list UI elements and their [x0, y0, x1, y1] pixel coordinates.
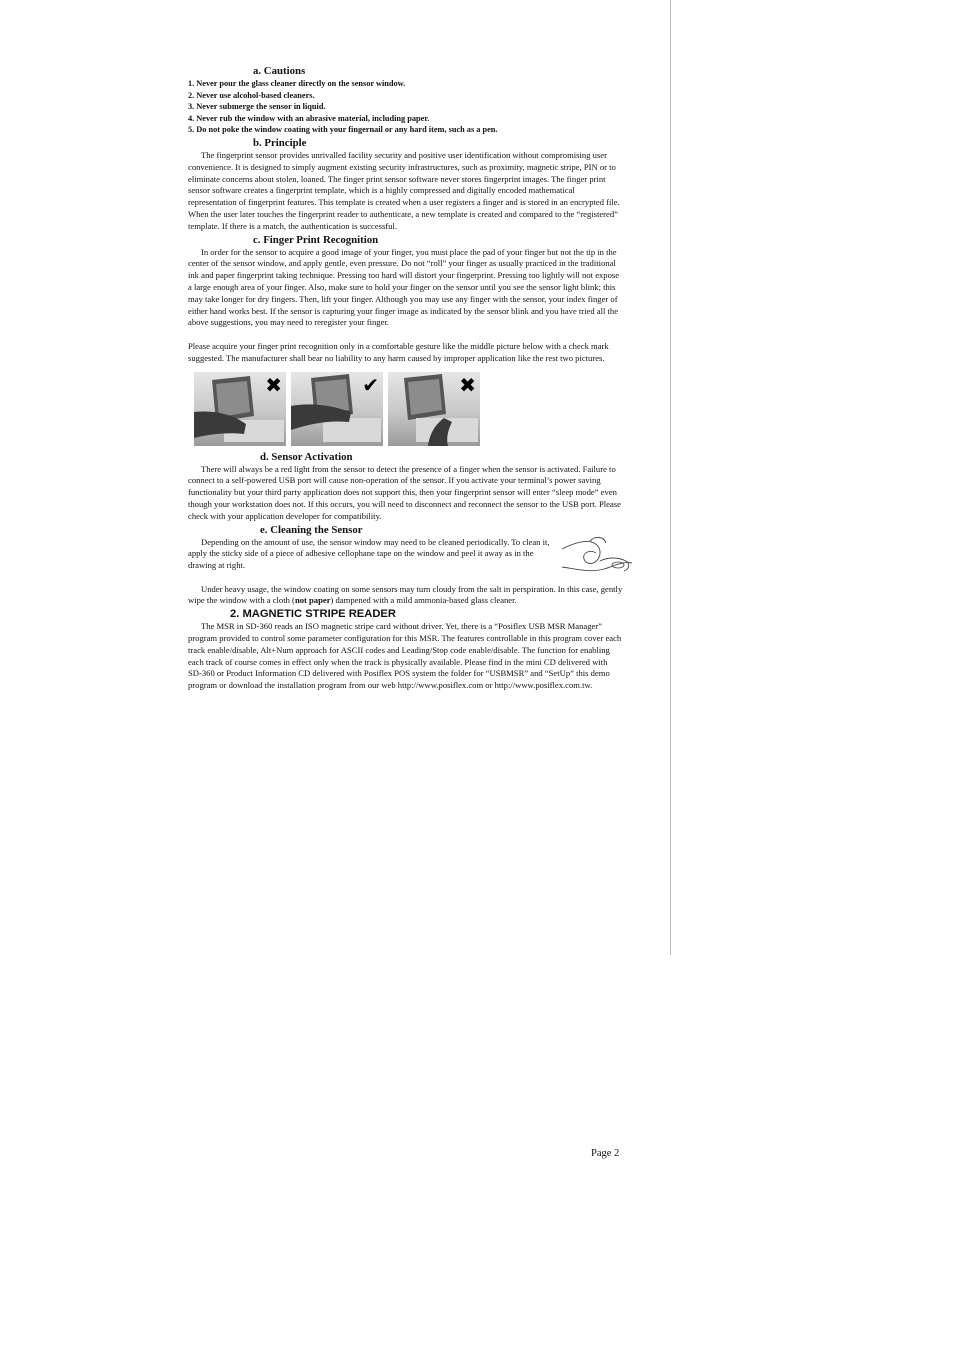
list-item: 4. Never rub the window with an abrasive material, including paper. [188, 113, 430, 123]
cleaning-paragraph-2 [188, 584, 623, 608]
check-icon: ✔ [362, 372, 379, 397]
msr-heading: 2. MAGNETIC STRIPE READER [230, 608, 396, 621]
list-item: 1. Never pour the glass cleaner directly on the sensor window. [188, 79, 406, 88]
recognition-note: Please acquire your finger print recognition only in a comfortable gesture like the middle picture below with a check mark suggested. The manufacturer shall bear no liability to any harm caused by improper application like the rest two pictures. [188, 340, 609, 363]
cleaning-text: Under heavy usage, the window coating on some sensors may turn cloudy from the salt in perspiration. In this case, gently wipe the window with a cloth ( [188, 583, 623, 606]
cleaning-paragraph-1: Depending on the amount of use, the sensor window may need to be cleaned periodically. To clean it, apply the sticky side of a piece of adhesive cellophane tape on the window and peel it away as in the drawing at right. [188, 536, 550, 571]
gesture-photo-wrong-1 [194, 372, 286, 446]
gesture-photo-wrong-2 [388, 372, 480, 446]
finger-gesture-photos [194, 372, 623, 446]
column-divider [670, 0, 671, 955]
cautions-list [188, 78, 623, 136]
principle-heading: b. Principle [253, 136, 307, 149]
list-item: 3. Never submerge the sensor in liquid. [188, 102, 326, 112]
gesture-photo-correct [291, 372, 383, 446]
list-item: 5. Do not poke the window coating with your fingernail or any hard item, such as a pen. [188, 125, 498, 135]
cleaning-text: ) dampened with a mild ammonia-based glass cleaner. [330, 595, 517, 606]
activation-heading: d. Sensor Activation [260, 450, 353, 463]
msr-paragraph: The MSR in SD-360 reads an ISO magnetic stripe card without driver. Yet, there is a “Posiflex USB MSR Manager” program provided to control some parameter configuration for this MSR. The features controllable in this program cover each track enable/disable, Alt+Num approach for ASCII codes and Leading/Stop code enable/disable. The function for enabling each track of course comes in effect only when the track is physically available. Please find in the mini CD delivered with SD-360 or Product Information CD delivered with Posiflex POS system the folder for “USBMSR” and “SetUp” this demo program or download the installation program from our web http://www.posiflex.com or http://www.posiflex.com.tw. [188, 621, 622, 691]
activation-paragraph: There will always be a red light from the sensor to detect the presence of a finger when the sensor is activated. Failure to connect to a self-powered USB port will cause non-operation of the sensor. If you activate your terminal’s power saving functionality but your third party application does not support this, then your fingerprint sensor will enter “sleep mode” even though your workstation does not. If this occurs, you will need to disconnect and reconnect the sensor to the USB port. Please check with your application developer for compatibility. [188, 463, 621, 521]
page-number: Page 2 [591, 1148, 620, 1159]
cautions-heading: a. Cautions [253, 65, 306, 77]
cleaning-heading: e. Cleaning the Sensor [260, 523, 363, 536]
page-content [188, 64, 623, 692]
cleaning-block [188, 537, 623, 572]
principle-paragraph: The fingerprint sensor provides unrivalled facility security and positive user identification without compromising user convenience. It is designed to simply augment existing security infrastructures, such as proximity, magnetic stripe, PIN or to eliminate concerns about stolen, loaned. The finger print sensor software never stores fingerprint images. The finger print sensor software creates a fingerprint template, which is a highly compressed and digitally encoded mathematical representation of fingerprint features. This template is created when a user registers a finger and is stored in an encrypted file. When the user later touches the fingerprint reader to authenticate, a new template is created and compared to the “registered” template. If there is a match, the authentication is successful. [188, 149, 620, 231]
recognition-paragraph: In order for the sensor to acquire a good image of your finger, you must place the pad of your finger but not the tip in the center of the sensor window, and apply gentle, even pressure. Do not “roll” your finger as usually practiced in the traditional ink and paper fingerprint taking technique. Pressing too hard will distort your fingerprint. Pressing too lightly will not expose a large enough area of your finger. Also, make sure to hold your finger on the sensor until you see the sensor light blink; this may take longer for dry fingers. Then, lift your finger. Although you may use any finger with the sensor, your index finger of either hand works best. If the sensor is capturing your finger image as indicated by the sensor blink and you have tried all the above suggestions, you may need to reregister your finger. [188, 246, 620, 328]
cross-icon: ✖ [459, 372, 476, 397]
cleaning-emphasis: not paper [294, 595, 331, 606]
recognition-heading: c. Finger Print Recognition [253, 233, 379, 246]
tape-cleaning-drawing-icon [560, 533, 636, 579]
cross-icon: ✖ [265, 372, 282, 397]
list-item: 2. Never use alcohol-based cleaners. [188, 90, 315, 100]
